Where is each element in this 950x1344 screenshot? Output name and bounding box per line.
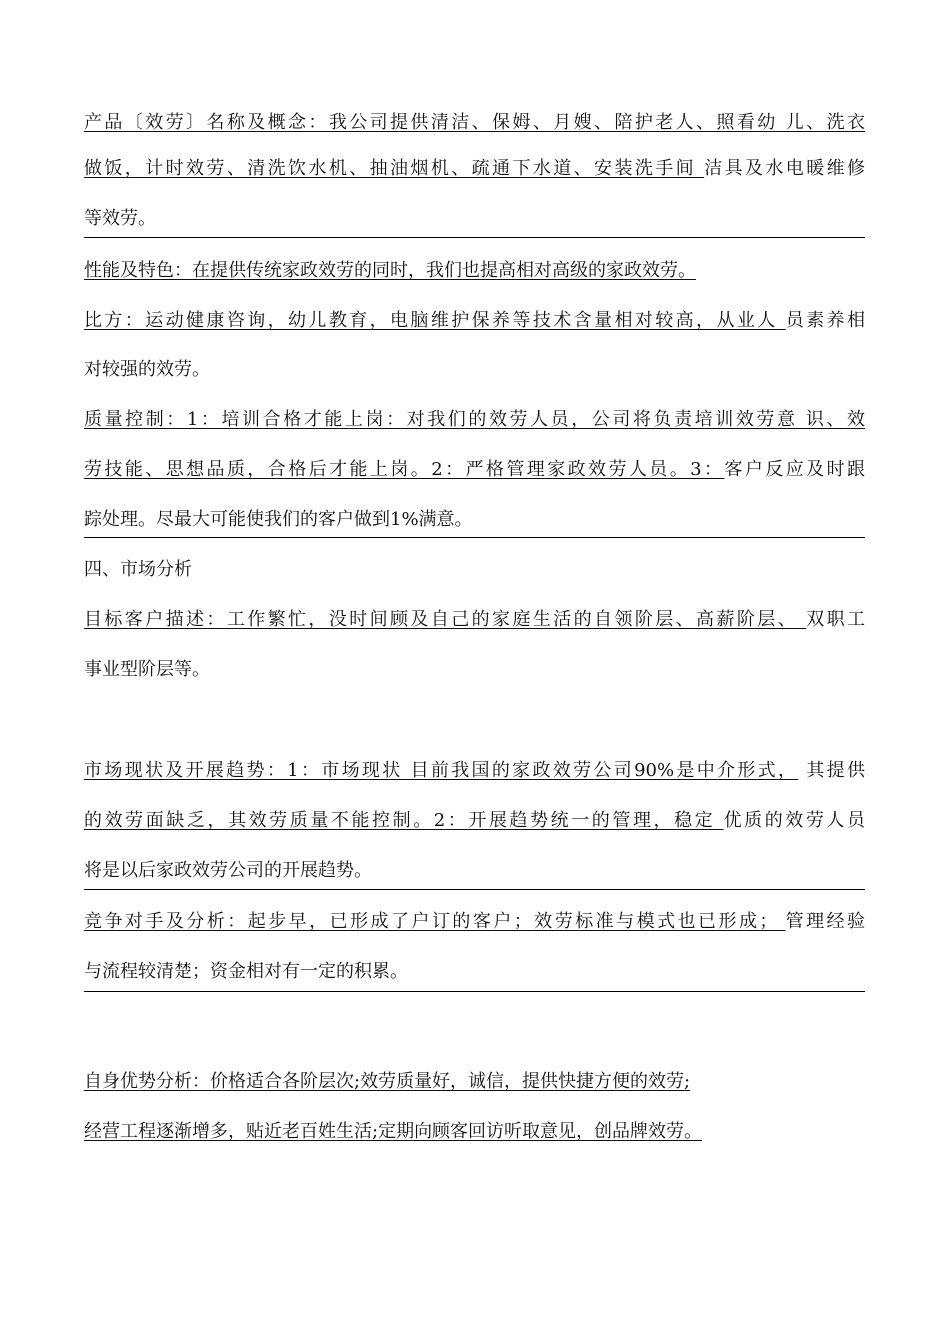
features-line-2 (84, 309, 865, 333)
quality-text-2-underlined: 劳技能、思想品质，合格后才能上岗。2：严格管理家政效劳人员。3： (84, 459, 725, 480)
product-text-2-rest: 洁具及水电暖维修 (704, 158, 865, 179)
market-text-3: 将是以后家政效劳公司的开展趋势。 (84, 860, 372, 881)
quality-line-1 (84, 408, 865, 432)
market-line-1 (84, 759, 865, 783)
divider-1 (84, 237, 865, 238)
product-line-3 (84, 207, 865, 231)
market-text-1-rest: 其提供 (798, 760, 865, 781)
quality-text-3: 踪处理。尽最大可能使我们的客户做到1%满意。 (84, 509, 473, 530)
target-line-2 (84, 658, 865, 682)
features-text-2-rest: 员素养相 (785, 310, 865, 331)
product-line-1 (84, 111, 865, 135)
market-text-2-underlined: 的效劳面缺乏，其效劳质量不能控制。2：开展趋势统一的管理，稳定 (84, 810, 724, 831)
competitors-line-1 (84, 910, 865, 934)
divider-2 (84, 537, 865, 538)
section-4-heading-text: 四、市场分析 (84, 559, 192, 580)
target-text-2: 事业型阶层等。 (84, 659, 210, 680)
divider-3 (84, 889, 865, 890)
features-text-1: 性能及特色：在提供传统家政效劳的同时，我们也提高相对高级的家政效劳。 (84, 260, 696, 281)
product-text-3: 等效劳。 (84, 208, 156, 229)
product-line-2 (84, 157, 865, 181)
advantages-text-1: 自身优势分析：价格适合各阶层次;效劳质量好，诚信，提供快捷方便的效劳; (84, 1071, 691, 1092)
features-text-3: 对较强的效劳。 (84, 359, 210, 380)
features-line-1 (84, 259, 865, 283)
target-line-1 (84, 608, 865, 632)
quality-text-2-rest: 客户反应及时跟 (724, 459, 865, 480)
features-text-2-underlined: 比方：运动健康咨询，幼儿教育，电脑维护保养等技术含量相对较高，从业人 (84, 310, 786, 331)
competitors-text-1-underlined: 竞争对手及分析：起步早，已形成了户订的客户；效劳标准与模式也已形成； (84, 911, 786, 932)
advantages-line-1 (84, 1070, 865, 1094)
features-line-3 (84, 358, 865, 382)
target-text-1-underlined: 目标客户描述：工作繁忙，没时间顾及自己的家庭生活的自领阶层、高薪阶层、 (84, 609, 807, 630)
quality-line-2 (84, 458, 865, 482)
competitors-text-2: 与流程较清楚；资金相对有一定的积累。 (84, 961, 408, 982)
quality-text-1: 质量控制：1：培训合格才能上岗：对我们的效劳人员，公司将负责培训效劳意 识、效 (84, 409, 865, 430)
market-line-2 (84, 809, 865, 833)
competitors-text-1-rest: 管理经验 (785, 911, 865, 932)
target-text-1-rest: 双职工 (806, 609, 865, 630)
quality-line-3 (84, 508, 865, 532)
market-text-2-rest: 优质的效劳人员 (723, 810, 865, 831)
advantages-text-2: 经营工程逐渐增多，贴近老百姓生活;定期向顾客回访听取意见，创品牌效劳。 (84, 1121, 703, 1142)
competitors-line-2 (84, 960, 865, 984)
product-text-1: 产品〔效劳〕名称及概念：我公司提供清洁、保姆、月嫂、陪护老人、照看幼 儿、洗衣 (84, 112, 865, 133)
section-4-heading (84, 558, 865, 582)
divider-4 (84, 991, 865, 992)
market-text-1-underlined: 市场现状及开展趋势：1：市场现状 目前我国的家政效劳公司90%是中介形式， (84, 760, 799, 781)
advantages-line-2 (84, 1120, 865, 1144)
product-text-2-underlined: 做饭，计时效劳、清洗饮水机、抽油烟机、疏通下水道、安装洗手间 (84, 158, 705, 179)
market-line-3 (84, 859, 865, 883)
